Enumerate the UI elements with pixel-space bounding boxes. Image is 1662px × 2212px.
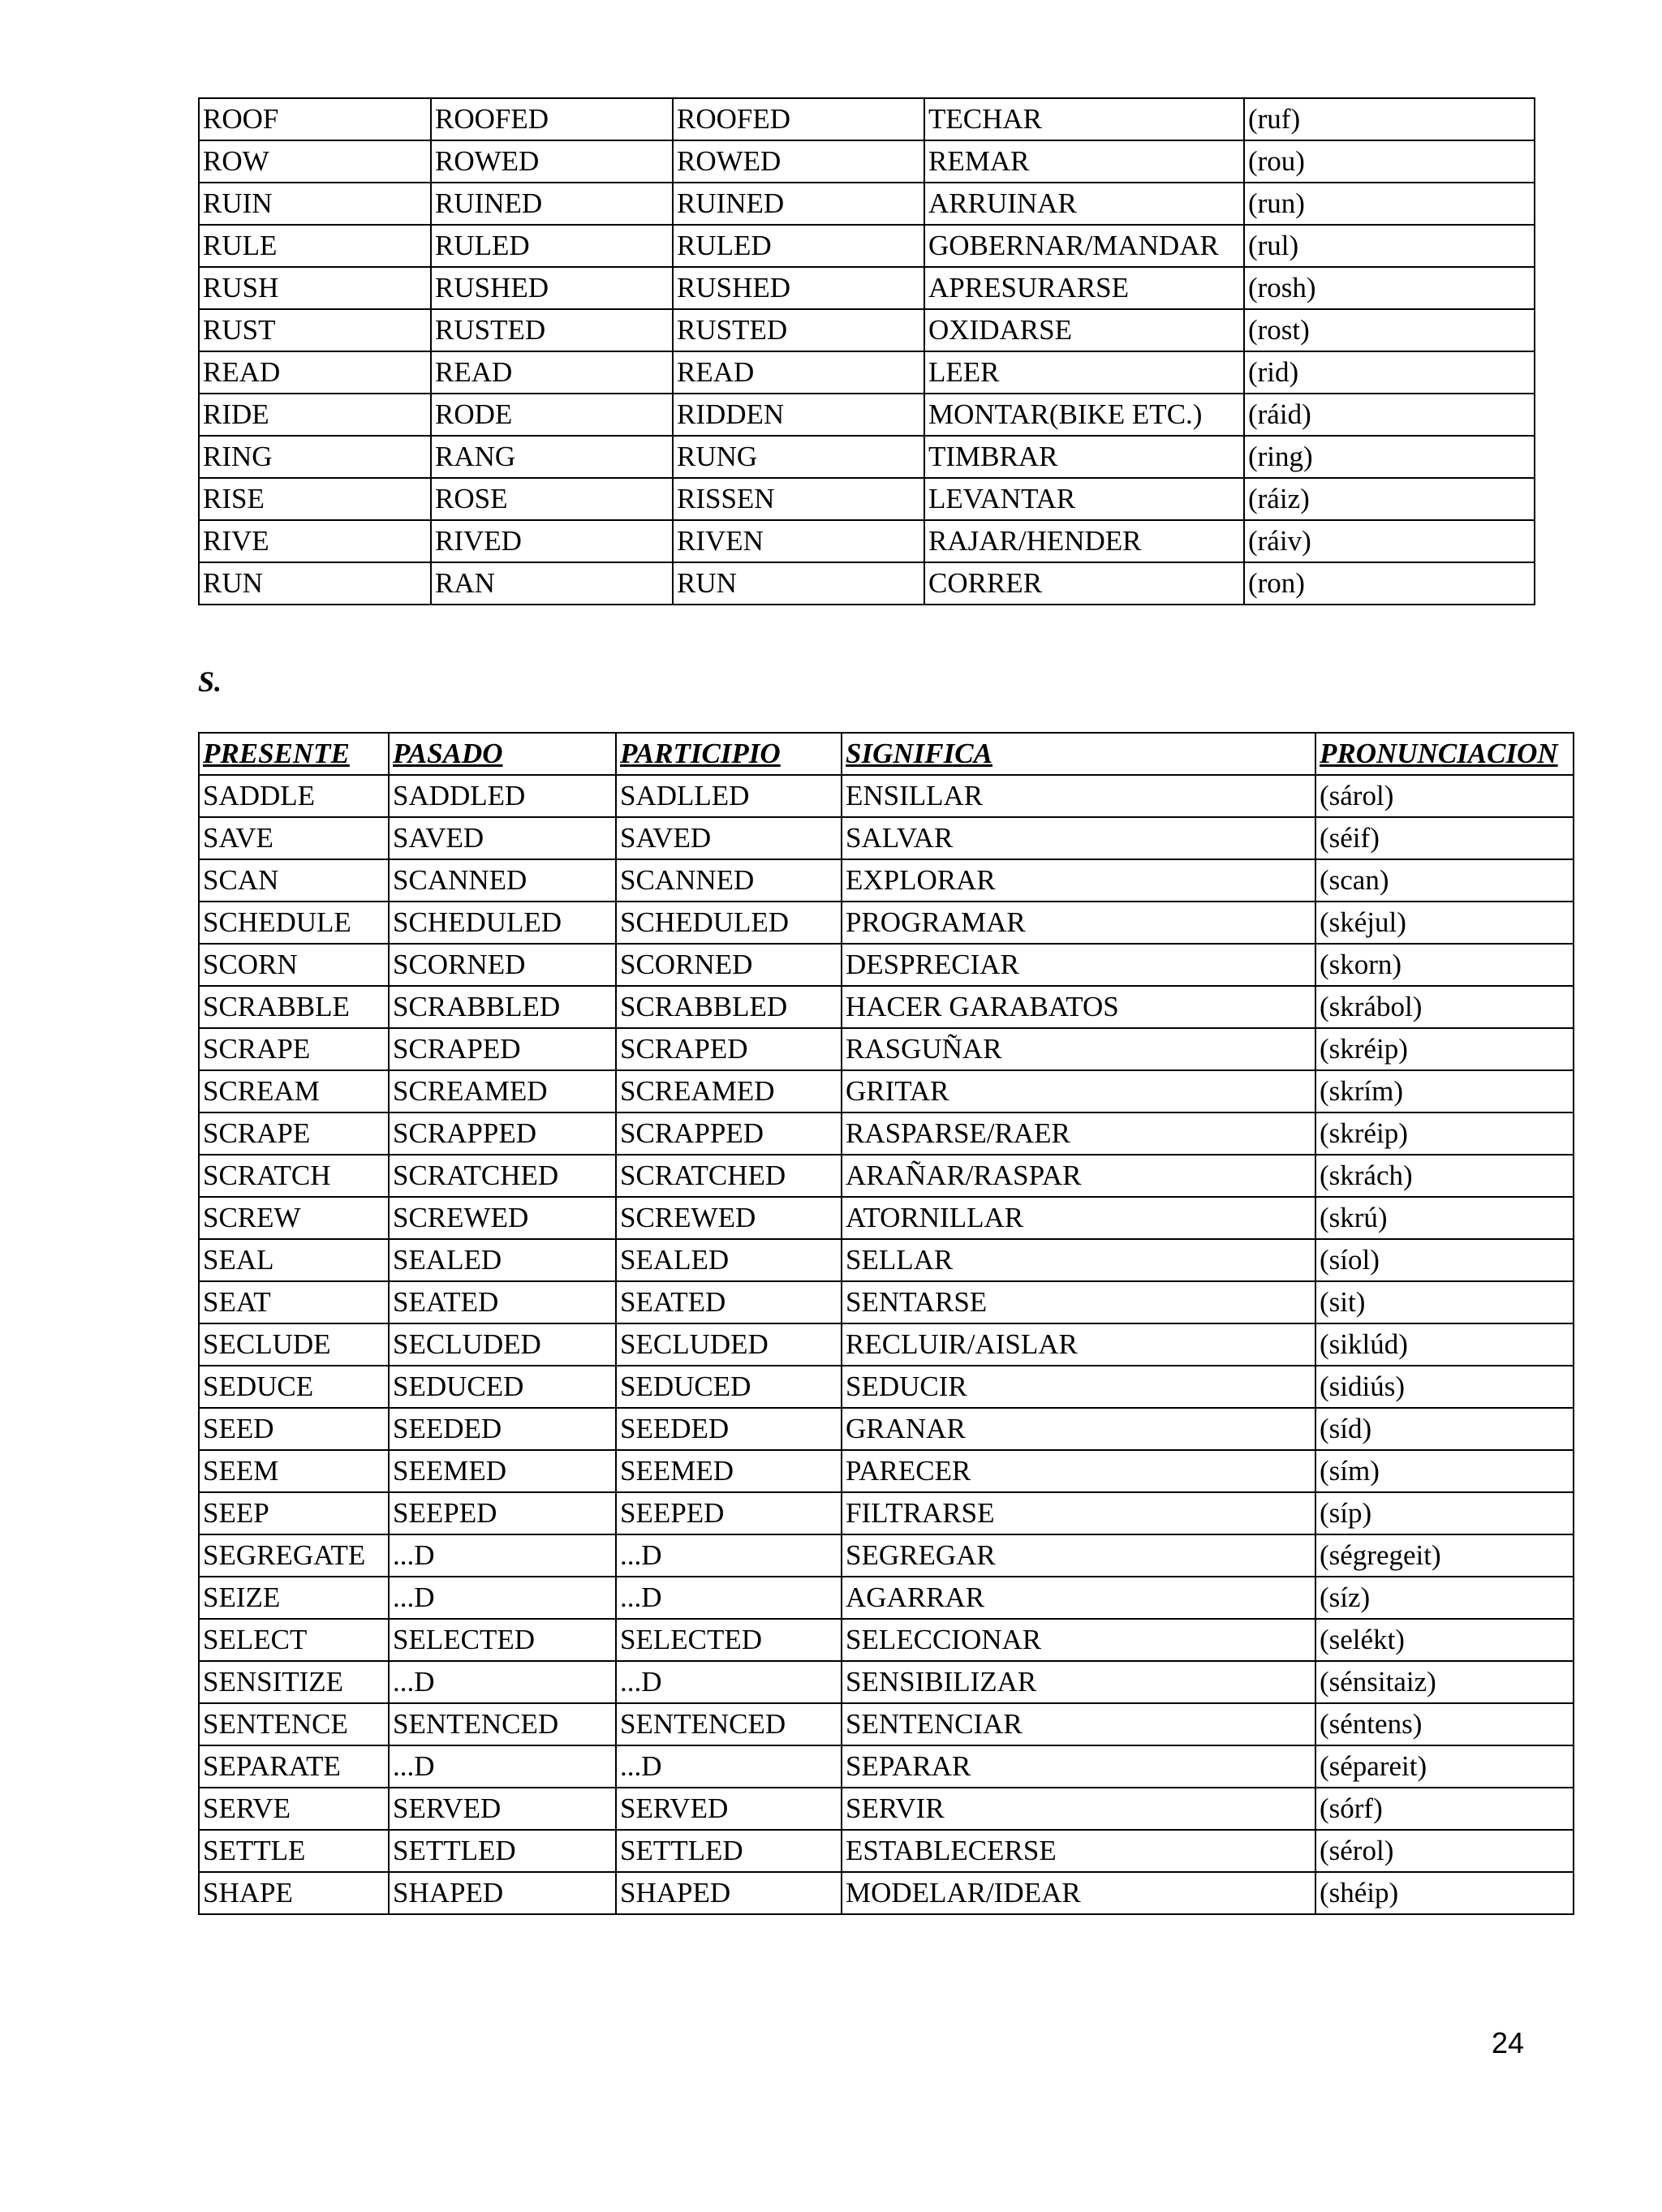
cell-meaning: MONTAR(BIKE ETC.)	[924, 394, 1244, 436]
cell-present: RIDE	[199, 394, 431, 436]
table-row	[199, 351, 1535, 394]
cell-pronunciation: (ron)	[1244, 562, 1535, 605]
cell-meaning: EXPLORAR	[842, 859, 1315, 902]
cell-meaning: SEGREGAR	[842, 1534, 1315, 1577]
cell-past: SEEPED	[389, 1492, 616, 1534]
cell-pronunciation: (rou)	[1244, 140, 1535, 183]
cell-present: RUIN	[199, 183, 431, 225]
cell-past: RAN	[431, 562, 673, 605]
verb-table-s-header	[199, 733, 1574, 775]
cell-pronunciation: (skrábol)	[1315, 986, 1574, 1028]
table-row	[199, 1492, 1574, 1534]
cell-present: SADDLE	[199, 775, 389, 817]
cell-present: READ	[199, 351, 431, 394]
cell-meaning: LEER	[924, 351, 1244, 394]
cell-meaning: RAJAR/HENDER	[924, 520, 1244, 562]
cell-meaning: RECLUIR/AISLAR	[842, 1323, 1315, 1366]
cell-participle: RISSEN	[673, 478, 924, 520]
cell-meaning: SELLAR	[842, 1239, 1315, 1281]
cell-present: SERVE	[199, 1788, 389, 1830]
cell-present: SEGREGATE	[199, 1534, 389, 1577]
table-row	[199, 1366, 1574, 1408]
cell-pronunciation: (ségregeit)	[1315, 1534, 1574, 1577]
header-presente: PRESENTE	[199, 733, 389, 775]
cell-past: RANG	[431, 436, 673, 478]
cell-pronunciation: (skéjul)	[1315, 902, 1574, 944]
cell-pronunciation: (síd)	[1315, 1408, 1574, 1450]
cell-meaning: PARECER	[842, 1450, 1315, 1492]
cell-past: SCHEDULED	[389, 902, 616, 944]
cell-meaning: OXIDARSE	[924, 309, 1244, 351]
cell-meaning: ARAÑAR/RASPAR	[842, 1155, 1315, 1197]
table-row	[199, 1745, 1574, 1788]
cell-past: SADDLED	[389, 775, 616, 817]
table-row	[199, 1577, 1574, 1619]
table-row	[199, 1323, 1574, 1366]
cell-pronunciation: (sit)	[1315, 1281, 1574, 1323]
cell-past: ...D	[389, 1577, 616, 1619]
table-row	[199, 98, 1535, 140]
cell-present: SAVE	[199, 817, 389, 859]
table-row	[199, 944, 1574, 986]
cell-meaning: SERVIR	[842, 1788, 1315, 1830]
cell-participle: RUSHED	[673, 267, 924, 309]
cell-participle: ...D	[616, 1661, 842, 1703]
cell-participle: ...D	[616, 1534, 842, 1577]
cell-present: SELECT	[199, 1619, 389, 1661]
section-heading: S.	[198, 665, 222, 698]
cell-past: SHAPED	[389, 1872, 616, 1914]
cell-participle: SEALED	[616, 1239, 842, 1281]
cell-past: SEDUCED	[389, 1366, 616, 1408]
cell-past: ROWED	[431, 140, 673, 183]
table-row	[199, 436, 1535, 478]
cell-participle: SCRAPPED	[616, 1112, 842, 1155]
cell-pronunciation: (skréip)	[1315, 1028, 1574, 1070]
cell-participle: SADLLED	[616, 775, 842, 817]
cell-meaning: SENTENCIAR	[842, 1703, 1315, 1745]
cell-present: SENTENCE	[199, 1703, 389, 1745]
cell-participle: ...D	[616, 1577, 842, 1619]
table-row	[199, 1534, 1574, 1577]
cell-past: RUSHED	[431, 267, 673, 309]
cell-meaning: ARRUINAR	[924, 183, 1244, 225]
cell-past: SCANNED	[389, 859, 616, 902]
header-pasado: PASADO	[389, 733, 616, 775]
cell-present: SEDUCE	[199, 1366, 389, 1408]
cell-meaning: TECHAR	[924, 98, 1244, 140]
cell-meaning: SALVAR	[842, 817, 1315, 859]
cell-meaning: REMAR	[924, 140, 1244, 183]
cell-past: RIVED	[431, 520, 673, 562]
cell-meaning: CORRER	[924, 562, 1244, 605]
cell-past: SERVED	[389, 1788, 616, 1830]
cell-participle: SEEDED	[616, 1408, 842, 1450]
table-row	[199, 1070, 1574, 1112]
cell-meaning: DESPRECIAR	[842, 944, 1315, 986]
cell-participle: SCORNED	[616, 944, 842, 986]
cell-past: ...D	[389, 1661, 616, 1703]
cell-meaning: SEPARAR	[842, 1745, 1315, 1788]
cell-pronunciation: (selékt)	[1315, 1619, 1574, 1661]
cell-meaning: SENSIBILIZAR	[842, 1661, 1315, 1703]
table-row	[199, 986, 1574, 1028]
page-number: 24	[1492, 2026, 1525, 2059]
cell-present: SEEM	[199, 1450, 389, 1492]
cell-past: ROOFED	[431, 98, 673, 140]
table-row	[199, 1661, 1574, 1703]
cell-present: RISE	[199, 478, 431, 520]
table-row	[199, 1239, 1574, 1281]
cell-present: RIVE	[199, 520, 431, 562]
cell-participle: RULED	[673, 225, 924, 267]
cell-past: READ	[431, 351, 673, 394]
cell-pronunciation: (síp)	[1315, 1492, 1574, 1534]
cell-participle: SCREWED	[616, 1197, 842, 1239]
table-row	[199, 1281, 1574, 1323]
cell-past: RUINED	[431, 183, 673, 225]
cell-participle: SCHEDULED	[616, 902, 842, 944]
cell-pronunciation: (skrú)	[1315, 1197, 1574, 1239]
cell-participle: SEEPED	[616, 1492, 842, 1534]
cell-meaning: SELECCIONAR	[842, 1619, 1315, 1661]
verb-table-s	[198, 732, 1574, 1915]
cell-past: SENTENCED	[389, 1703, 616, 1745]
table-row	[199, 309, 1535, 351]
table-row	[199, 562, 1535, 605]
table-row	[199, 1788, 1574, 1830]
cell-pronunciation: (séif)	[1315, 817, 1574, 859]
cell-past: RODE	[431, 394, 673, 436]
cell-participle: SCRABBLED	[616, 986, 842, 1028]
cell-pronunciation: (rul)	[1244, 225, 1535, 267]
cell-past: SEATED	[389, 1281, 616, 1323]
cell-present: SCRAPE	[199, 1112, 389, 1155]
cell-past: SCRABBLED	[389, 986, 616, 1028]
cell-participle: RUNG	[673, 436, 924, 478]
cell-pronunciation: (sépareit)	[1315, 1745, 1574, 1788]
cell-participle: SCANNED	[616, 859, 842, 902]
cell-present: ROW	[199, 140, 431, 183]
cell-meaning: MODELAR/IDEAR	[842, 1872, 1315, 1914]
cell-meaning: ESTABLECERSE	[842, 1830, 1315, 1872]
cell-participle: SECLUDED	[616, 1323, 842, 1366]
verb-table-r-body	[199, 98, 1535, 605]
table-row	[199, 267, 1535, 309]
cell-participle: SAVED	[616, 817, 842, 859]
cell-participle: SELECTED	[616, 1619, 842, 1661]
cell-pronunciation: (ráid)	[1244, 394, 1535, 436]
cell-participle: ROOFED	[673, 98, 924, 140]
table-row	[199, 140, 1535, 183]
cell-present: SEED	[199, 1408, 389, 1450]
cell-pronunciation: (sidiús)	[1315, 1366, 1574, 1408]
cell-past: ...D	[389, 1534, 616, 1577]
cell-meaning: APRESURARSE	[924, 267, 1244, 309]
cell-participle: SCRATCHED	[616, 1155, 842, 1197]
cell-participle: RIDDEN	[673, 394, 924, 436]
cell-present: SEAL	[199, 1239, 389, 1281]
cell-participle: RUSTED	[673, 309, 924, 351]
cell-pronunciation: (sórf)	[1315, 1788, 1574, 1830]
cell-participle: SENTENCED	[616, 1703, 842, 1745]
cell-participle: SEATED	[616, 1281, 842, 1323]
cell-past: RUSTED	[431, 309, 673, 351]
cell-past: SCREWED	[389, 1197, 616, 1239]
cell-present: RULE	[199, 225, 431, 267]
cell-meaning: LEVANTAR	[924, 478, 1244, 520]
cell-past: ROSE	[431, 478, 673, 520]
cell-pronunciation: (ruf)	[1244, 98, 1535, 140]
cell-meaning: SENTARSE	[842, 1281, 1315, 1323]
cell-meaning: ENSILLAR	[842, 775, 1315, 817]
header-significa: SIGNIFICA	[842, 733, 1315, 775]
cell-meaning: HACER GARABATOS	[842, 986, 1315, 1028]
header-pronunciacion: PRONUNCIACION	[1315, 733, 1574, 775]
cell-pronunciation: (ring)	[1244, 436, 1535, 478]
table-row	[199, 775, 1574, 817]
cell-pronunciation: (rost)	[1244, 309, 1535, 351]
cell-pronunciation: (séntens)	[1315, 1703, 1574, 1745]
table-row	[199, 859, 1574, 902]
cell-present: RING	[199, 436, 431, 478]
cell-pronunciation: (rid)	[1244, 351, 1535, 394]
cell-pronunciation: (sím)	[1315, 1450, 1574, 1492]
cell-present: ROOF	[199, 98, 431, 140]
table-row	[199, 817, 1574, 859]
cell-present: SCRATCH	[199, 1155, 389, 1197]
cell-pronunciation: (skrách)	[1315, 1155, 1574, 1197]
cell-participle: ROWED	[673, 140, 924, 183]
table-row	[199, 1028, 1574, 1070]
cell-past: SEALED	[389, 1239, 616, 1281]
cell-meaning: GRITAR	[842, 1070, 1315, 1112]
cell-present: RUN	[199, 562, 431, 605]
cell-present: SENSITIZE	[199, 1661, 389, 1703]
cell-present: SECLUDE	[199, 1323, 389, 1366]
cell-past: SCORNED	[389, 944, 616, 986]
cell-meaning: RASGUÑAR	[842, 1028, 1315, 1070]
header-participio: PARTICIPIO	[616, 733, 842, 775]
table-row	[199, 394, 1535, 436]
cell-present: SCAN	[199, 859, 389, 902]
cell-present: SEAT	[199, 1281, 389, 1323]
table-row	[199, 183, 1535, 225]
cell-past: SCRATCHED	[389, 1155, 616, 1197]
cell-participle: SETTLED	[616, 1830, 842, 1872]
table-row	[199, 902, 1574, 944]
cell-pronunciation: (sárol)	[1315, 775, 1574, 817]
cell-past: ...D	[389, 1745, 616, 1788]
cell-present: SEPARATE	[199, 1745, 389, 1788]
cell-past: SEEMED	[389, 1450, 616, 1492]
cell-pronunciation: (síol)	[1315, 1239, 1574, 1281]
cell-pronunciation: (sénsitaiz)	[1315, 1661, 1574, 1703]
cell-meaning: GRANAR	[842, 1408, 1315, 1450]
cell-participle: SEDUCED	[616, 1366, 842, 1408]
cell-meaning: PROGRAMAR	[842, 902, 1315, 944]
cell-present: SHAPE	[199, 1872, 389, 1914]
table-row	[199, 1872, 1574, 1914]
cell-present: RUST	[199, 309, 431, 351]
cell-present: SEEP	[199, 1492, 389, 1534]
cell-participle: RIVEN	[673, 520, 924, 562]
cell-past: SCRAPED	[389, 1028, 616, 1070]
cell-past: RULED	[431, 225, 673, 267]
cell-present: SCRAPE	[199, 1028, 389, 1070]
cell-participle: RUINED	[673, 183, 924, 225]
cell-pronunciation: (ráiv)	[1244, 520, 1535, 562]
table-row	[199, 1155, 1574, 1197]
table-row	[199, 520, 1535, 562]
cell-present: SCORN	[199, 944, 389, 986]
cell-pronunciation: (skréip)	[1315, 1112, 1574, 1155]
table-row	[199, 1450, 1574, 1492]
cell-participle: SHAPED	[616, 1872, 842, 1914]
cell-participle: SEEMED	[616, 1450, 842, 1492]
cell-participle: ...D	[616, 1745, 842, 1788]
table-row	[199, 1112, 1574, 1155]
table-row	[199, 1703, 1574, 1745]
table-row	[199, 1408, 1574, 1450]
cell-pronunciation: (scan)	[1315, 859, 1574, 902]
cell-meaning: GOBERNAR/MANDAR	[924, 225, 1244, 267]
cell-pronunciation: (sérol)	[1315, 1830, 1574, 1872]
cell-participle: SERVED	[616, 1788, 842, 1830]
cell-meaning: AGARRAR	[842, 1577, 1315, 1619]
verb-table-r	[198, 97, 1535, 605]
cell-meaning: FILTRARSE	[842, 1492, 1315, 1534]
cell-present: SCRABBLE	[199, 986, 389, 1028]
table-row	[199, 1830, 1574, 1872]
cell-pronunciation: (skrím)	[1315, 1070, 1574, 1112]
cell-participle: SCREAMED	[616, 1070, 842, 1112]
cell-present: SEIZE	[199, 1577, 389, 1619]
cell-past: SEEDED	[389, 1408, 616, 1450]
cell-pronunciation: (shéip)	[1315, 1872, 1574, 1914]
cell-present: RUSH	[199, 267, 431, 309]
cell-participle: RUN	[673, 562, 924, 605]
cell-meaning: RASPARSE/RAER	[842, 1112, 1315, 1155]
cell-pronunciation: (skorn)	[1315, 944, 1574, 986]
cell-pronunciation: (siklúd)	[1315, 1323, 1574, 1366]
table-row	[199, 478, 1535, 520]
cell-present: SCREW	[199, 1197, 389, 1239]
table-row	[199, 1619, 1574, 1661]
cell-pronunciation: (síz)	[1315, 1577, 1574, 1619]
cell-present: SETTLE	[199, 1830, 389, 1872]
table-row	[199, 1197, 1574, 1239]
cell-meaning: TIMBRAR	[924, 436, 1244, 478]
table-row	[199, 225, 1535, 267]
cell-past: SELECTED	[389, 1619, 616, 1661]
cell-past: SETTLED	[389, 1830, 616, 1872]
cell-participle: READ	[673, 351, 924, 394]
cell-pronunciation: (rosh)	[1244, 267, 1535, 309]
table-header-row	[199, 733, 1574, 775]
cell-participle: SCRAPED	[616, 1028, 842, 1070]
verb-table-s-body	[199, 775, 1574, 1914]
cell-meaning: ATORNILLAR	[842, 1197, 1315, 1239]
cell-pronunciation: (ráiz)	[1244, 478, 1535, 520]
cell-pronunciation: (run)	[1244, 183, 1535, 225]
cell-meaning: SEDUCIR	[842, 1366, 1315, 1408]
cell-past: SECLUDED	[389, 1323, 616, 1366]
cell-past: SCREAMED	[389, 1070, 616, 1112]
cell-past: SCRAPPED	[389, 1112, 616, 1155]
cell-present: SCHEDULE	[199, 902, 389, 944]
cell-past: SAVED	[389, 817, 616, 859]
cell-present: SCREAM	[199, 1070, 389, 1112]
